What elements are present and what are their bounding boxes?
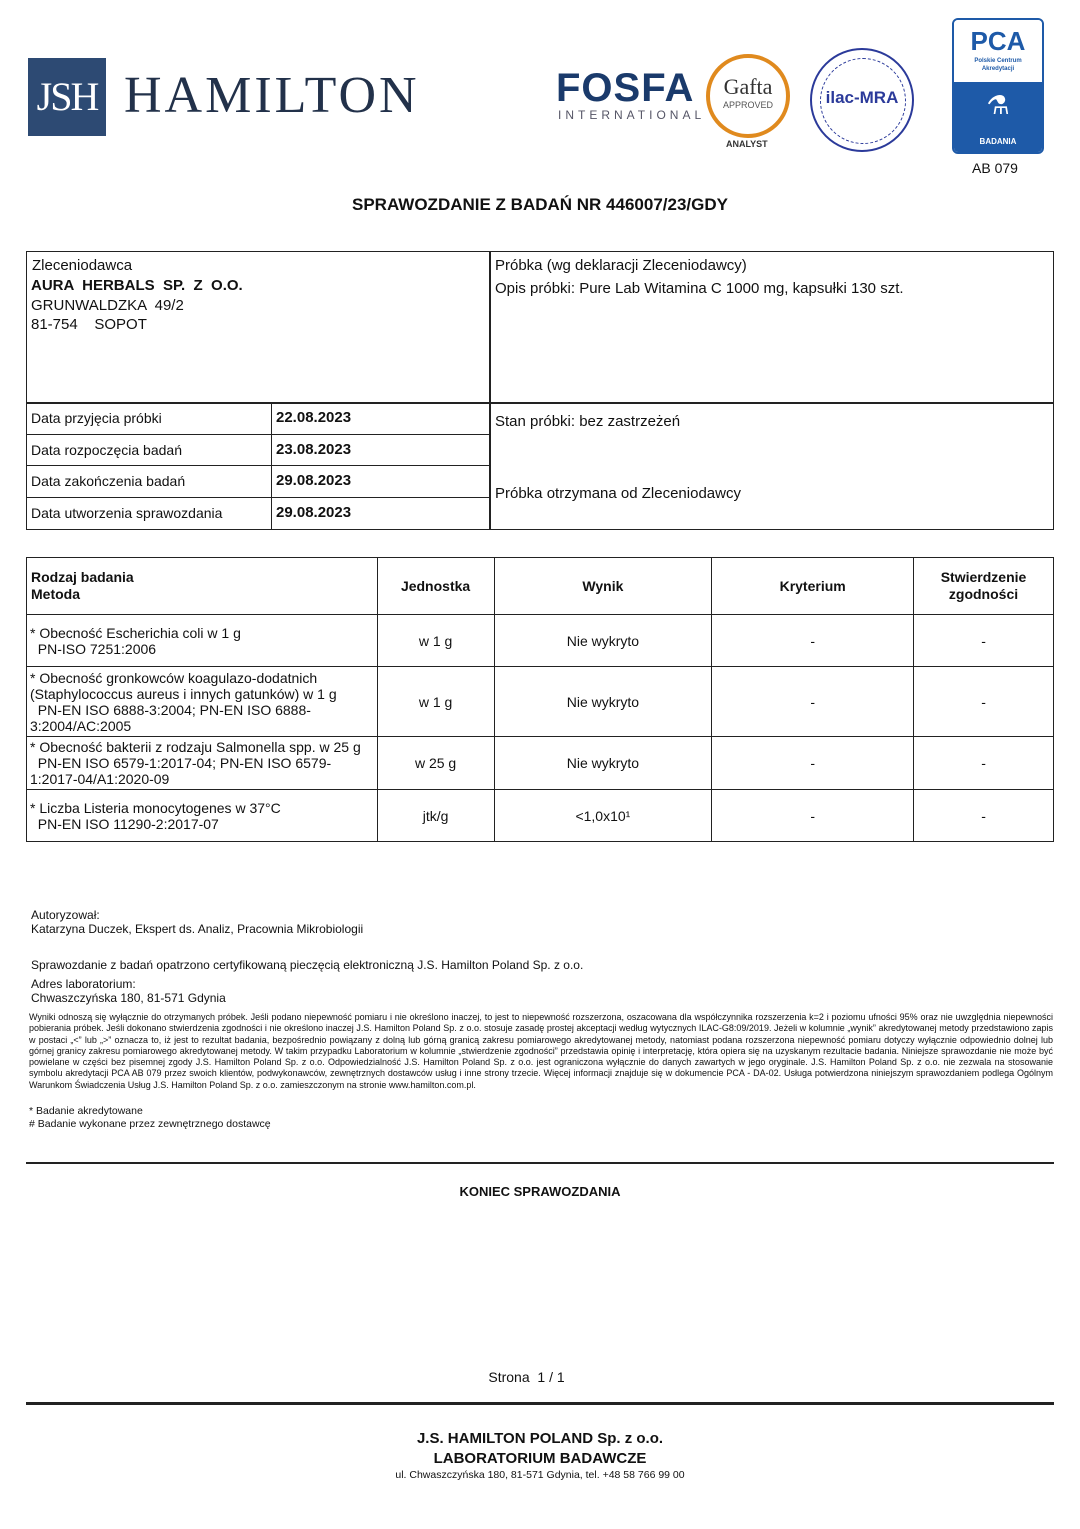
header-type-method: [27, 558, 378, 615]
date-label: Data zakończenia badań: [31, 473, 186, 490]
header-conformity: Stwierdzenie zgodności: [914, 558, 1054, 615]
test-method: PN-EN ISO 6579-1:2017-04; PN-EN ISO 6579-1:2017-04/A1:2020-09: [30, 755, 332, 787]
sample-description: Opis próbki: Pure Lab Witamina C 1000 mg, kapsułki 130 szt.: [495, 280, 904, 297]
date-row: [26, 466, 489, 498]
fosfa-logo: FOSFA: [556, 66, 695, 110]
ilac-mra-text: ilac-MRA: [825, 88, 899, 107]
test-result: <1,0x10¹: [494, 790, 712, 842]
test-criterion: -: [712, 615, 914, 667]
test-conformity: -: [914, 667, 1054, 737]
pca-badania-text: BADANIA: [979, 137, 1017, 146]
test-criterion: -: [712, 790, 914, 842]
test-method: PN-ISO 7251:2006: [30, 640, 157, 657]
test-result: Nie wykryto: [494, 737, 712, 790]
end-of-report: KONIEC SPRAWOZDANIA: [459, 1184, 621, 1199]
report-title: SPRAWOZDANIE Z BADAŃ NR 446007/23/GDY: [352, 195, 728, 214]
authorized-person: Katarzyna Duczek, Ekspert ds. Analiz, Pracownia Mikrobiologii: [31, 922, 364, 936]
hamilton-brand-name: HAMILTON: [124, 67, 420, 124]
date-label: Data rozpoczęcia badań: [31, 441, 182, 458]
test-unit: jtk/g: [377, 790, 494, 842]
pca-logo: [952, 18, 1044, 154]
disclaimer-text: Wyniki odnoszą się wyłącznie do otrzymanych próbek. Jeśli podano niepewność pomiaru i nie określono inaczej, to jest to niepewność rozszerzona, oszacowana dla współczynnika rozszerzenia k=2 i poziomu ufności 95% oraz nie uwzględnia niepewności pobierania próbek. Jeśli dokonano stwierdzenia zgodności i nie określono inaczej J.S. Hamilton Poland Sp. z o.o. stosuje zasadę prostej akceptacji według wytycznych ILAC-G8:09/2019. Jeżeli w kolumnie „wynik” akredytowanej metody przedstawiono zapis w postaci „<” lub „>” oznacza to, iż jest to rezultat badania, bezpośrednio powiązany z dolną lub górną granicą zakresu pomiarowego akredytowanej metody, natomiast podana rozszerzona niepewność pomiaru dotyczy wyłącznie odpowiednio dolnej lub górnej granicy zakresu pomiarowego akredytowanej metody. W takim przypadku Laboratorium w kolumnie „stwierdzenie zgodności” przedstawia opinię i interpretację, która opiera się na uzyskanym rezultacie badania. Niniejsze sprawozdanie nie może być powielane w części bez pisemnej zgody J.S. Hamilton Poland Sp. z o.o. Odpowiedzialność J.S. Hamilton Poland Sp. z o.o. jest ograniczona wyłącznie do danych zawartych w jego oryginale. J.S. Hamilton Poland Sp. z o.o. nie zezwala na stosowanie symbolu akredytacji PCA AB 079 przez swoich klientów, podwykonawców, zewnętrznych dostawców usług i inne strony trzecie. Więcej informacji znajduje się w dokumencie PCA - DA-02. Usługa potwierdzona niniejszym sprawozdaniem podlega Ogólnym Warunkom Świadczenia Usług J.S. Hamilton Poland Sp. z o.o. zamieszczonym na stronie www.hamilton.com.pl.: [29, 1012, 1053, 1090]
test-name: * Obecność Escherichia coli w 1 g: [30, 624, 241, 641]
results-table: [26, 557, 1054, 842]
test-name: * Obecność bakterii z rodzaju Salmonella spp. w 25 g: [30, 739, 361, 755]
header-type: Rodzaj badania: [31, 569, 134, 585]
lab-address-value: Chwaszczyńska 180, 81-571 Gdynia: [31, 991, 226, 1005]
header-method: Metoda: [31, 586, 80, 602]
hamilton-logo: [28, 58, 106, 136]
date-value: 22.08.2023: [276, 409, 352, 426]
date-value: 29.08.2023: [276, 472, 352, 490]
sample-label: Próbka (wg deklaracji Zleceniodawcy): [495, 257, 747, 274]
gafta-approved-text: APPROVED: [722, 100, 773, 110]
gafta-analyst-text: ANALYST: [726, 139, 768, 149]
test-method: PN-EN ISO 6888-3:2004; PN-EN ISO 6888-3:2004/AC:2005: [30, 701, 311, 734]
hamilton-monogram: JSH: [36, 74, 98, 119]
client-label: Zleceniodawca: [32, 257, 133, 274]
header-criterion: Kryterium: [712, 558, 914, 615]
test-conformity: -: [914, 615, 1054, 667]
test-name: * Obecność gronkowców koagulazo-dodatnich (Staphylococcus aureus i innych gatunków) w 1 g: [30, 669, 337, 702]
client-street: GRUNWALDZKA 49/2: [31, 297, 184, 314]
footer-lab: LABORATORIUM BADAWCZE: [433, 1450, 647, 1467]
gafta-logo: [706, 54, 790, 138]
table-row: [27, 790, 1054, 842]
test-unit: w 25 g: [377, 737, 494, 790]
flask-icon: ⚗: [986, 90, 1010, 120]
sample-condition: Stan próbki: bez zastrzeżeń: [495, 413, 681, 430]
header-result: Wynik: [494, 558, 712, 615]
seal-note: Sprawozdanie z badań opatrzono certyfikowaną pieczęcią elektroniczną J.S. Hamilton Poland Sp. z o.o.: [31, 958, 584, 972]
accreditation-number: AB 079: [972, 160, 1018, 176]
footer-company: J.S. HAMILTON POLAND Sp. z o.o.: [416, 1430, 664, 1447]
legend-accredited: * Badanie akredytowane: [29, 1105, 143, 1117]
test-name: * Liczba Listeria monocytogenes w 37°C: [30, 799, 281, 816]
lab-address-label: Adres laboratorium:: [31, 977, 136, 991]
gafta-logo-text: Gafta: [723, 74, 773, 99]
test-result: Nie wykryto: [494, 615, 712, 667]
footer-divider: [26, 1402, 1054, 1405]
test-result: Nie wykryto: [494, 667, 712, 737]
sample-source: Próbka otrzymana od Zleceniodawcy: [495, 485, 741, 502]
footer-address: ul. Chwaszczyńska 180, 81-571 Gdynia, tel. +48 58 766 99 00: [395, 1469, 685, 1481]
table-row: [27, 667, 1054, 737]
info-box-divider: [489, 251, 491, 530]
results-header-row: [27, 558, 1054, 615]
pca-logo-text: PCA: [970, 26, 1026, 56]
date-label: Data przyjęcia próbki: [31, 410, 162, 426]
client-city: 81-754 SOPOT: [31, 316, 147, 333]
authorized-label: Autoryzował:: [31, 908, 100, 922]
ilac-mra-logo: [810, 48, 914, 152]
date-row: [26, 435, 489, 467]
test-conformity: -: [914, 737, 1054, 790]
client-name: AURA HERBALS SP. Z O.O.: [31, 277, 243, 294]
test-conformity: -: [914, 790, 1054, 842]
test-method: PN-EN ISO 11290-2:2017-07: [30, 815, 219, 832]
fosfa-logo-subtitle: INTERNATIONAL: [558, 108, 706, 122]
table-row: [27, 615, 1054, 667]
test-criterion: -: [712, 737, 914, 790]
date-row: [26, 403, 489, 435]
pca-logo-sub1: Polskie Centrum: [974, 58, 1022, 64]
date-value: 29.08.2023: [276, 504, 352, 522]
page-number: Strona 1 / 1: [488, 1369, 565, 1385]
pca-logo-sub2: Akredytacji: [981, 66, 1015, 72]
dates-table: [26, 403, 489, 530]
test-unit: w 1 g: [377, 667, 494, 737]
end-divider: [26, 1162, 1054, 1164]
date-label: Data utworzenia sprawozdania: [31, 505, 223, 522]
table-row: [27, 737, 1054, 790]
test-criterion: -: [712, 667, 914, 737]
test-unit: w 1 g: [377, 615, 494, 667]
date-row: [26, 498, 489, 530]
date-value: 23.08.2023: [276, 440, 352, 458]
header-unit: Jednostka: [377, 558, 494, 615]
legend-external: # Badanie wykonane przez zewnętrznego dostawcę: [29, 1118, 271, 1130]
